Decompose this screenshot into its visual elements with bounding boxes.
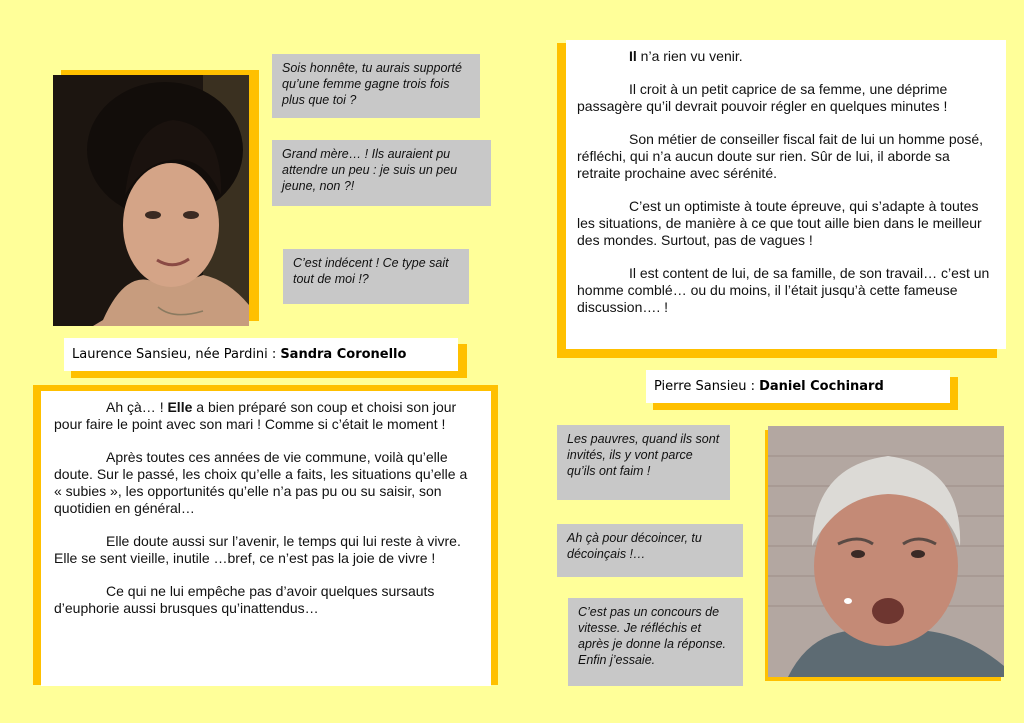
emphasis-text: Il bbox=[629, 48, 637, 64]
paragraph-text: Ah çà… ! bbox=[106, 399, 168, 415]
description-paragraph: Son métier de conseiller fiscal fait de lui un homme posé, réfléchi, qui n’a aucun doute sur rien. Sûr de lui, il aborde sa retraite prochaine avec sérénité. bbox=[577, 131, 984, 181]
actor-name: Daniel Cochinard bbox=[759, 379, 884, 394]
character-caption bbox=[646, 370, 950, 403]
quote-bubble-3: C’est indécent ! Ce type sait tout de moi !? bbox=[283, 249, 469, 304]
description-paragraph: Après toutes ces années de vie commune, voilà qu’elle doute. Sur le passé, les choix qu’elle a faits, les situations qu’elle a « subies », les opportunités qu’elle n’a pas pu ou su saisir, son quotidien en général… bbox=[54, 449, 468, 516]
quote-bubble-3: C’est pas un concours de vitesse. Je réfléchis et après je donne la réponse. Enfin j’essaie. bbox=[568, 598, 743, 686]
description-paragraph bbox=[54, 399, 477, 433]
description-paragraph bbox=[577, 48, 992, 65]
description-paragraph: Elle doute aussi sur l’avenir, le temps qui lui reste à vivre. Elle se sent vieille, inutile …bref, ce n’est pas la joie de vivre ! bbox=[54, 533, 461, 566]
emphasis-text: Elle bbox=[167, 399, 193, 415]
paragraph-text: a bien préparé son coup et choisi son jour pour faire le point avec son mari ! Comme si c’était le moment ! bbox=[54, 399, 457, 432]
description-paragraph: Il est content de lui, de sa famille, de son travail… c’est un homme comblé… ou du moins, il l’était jusqu’à cette fameuse discussion…. ! bbox=[577, 265, 990, 315]
quote-bubble-1: Les pauvres, quand ils sont invités, ils y vont parce qu’ils ont faim ! bbox=[557, 425, 730, 500]
actress-photo bbox=[53, 75, 249, 326]
character-role: Pierre Sansieu : bbox=[654, 379, 756, 394]
quote-bubble-2: Grand mère… ! Ils auraient pu attendre un peu : je suis un peu jeune, non ?! bbox=[272, 140, 491, 206]
quote-bubble-2: Ah çà pour décoincer, tu décoinçais !… bbox=[557, 524, 743, 577]
quote-bubble-1: Sois honnête, tu aurais supporté qu’une femme gagne trois fois plus que toi ? bbox=[272, 54, 480, 118]
character-description bbox=[41, 391, 491, 686]
actor-photo bbox=[768, 426, 1004, 677]
character-description bbox=[566, 40, 1006, 349]
paragraph-text: n’a rien vu venir. bbox=[636, 48, 743, 64]
description-paragraph: Ce qui ne lui empêche pas d’avoir quelques sursauts d’euphorie aussi brusques qu’inattendus… bbox=[54, 583, 435, 616]
actor-name: Sandra Coronello bbox=[280, 347, 407, 362]
description-paragraph: Il croit à un petit caprice de sa femme, une déprime passagère qu’il devrait pouvoir régler en quelques minutes ! bbox=[577, 81, 948, 114]
character-role: Laurence Sansieu, née Pardini : bbox=[72, 347, 277, 362]
description-paragraph: C’est un optimiste à toute épreuve, qui s’adapte à toutes les situations, de manière à ce que tout aille bien dans le meilleur des mondes. Surtout, pas de vagues ! bbox=[577, 198, 982, 248]
character-caption bbox=[64, 338, 458, 371]
